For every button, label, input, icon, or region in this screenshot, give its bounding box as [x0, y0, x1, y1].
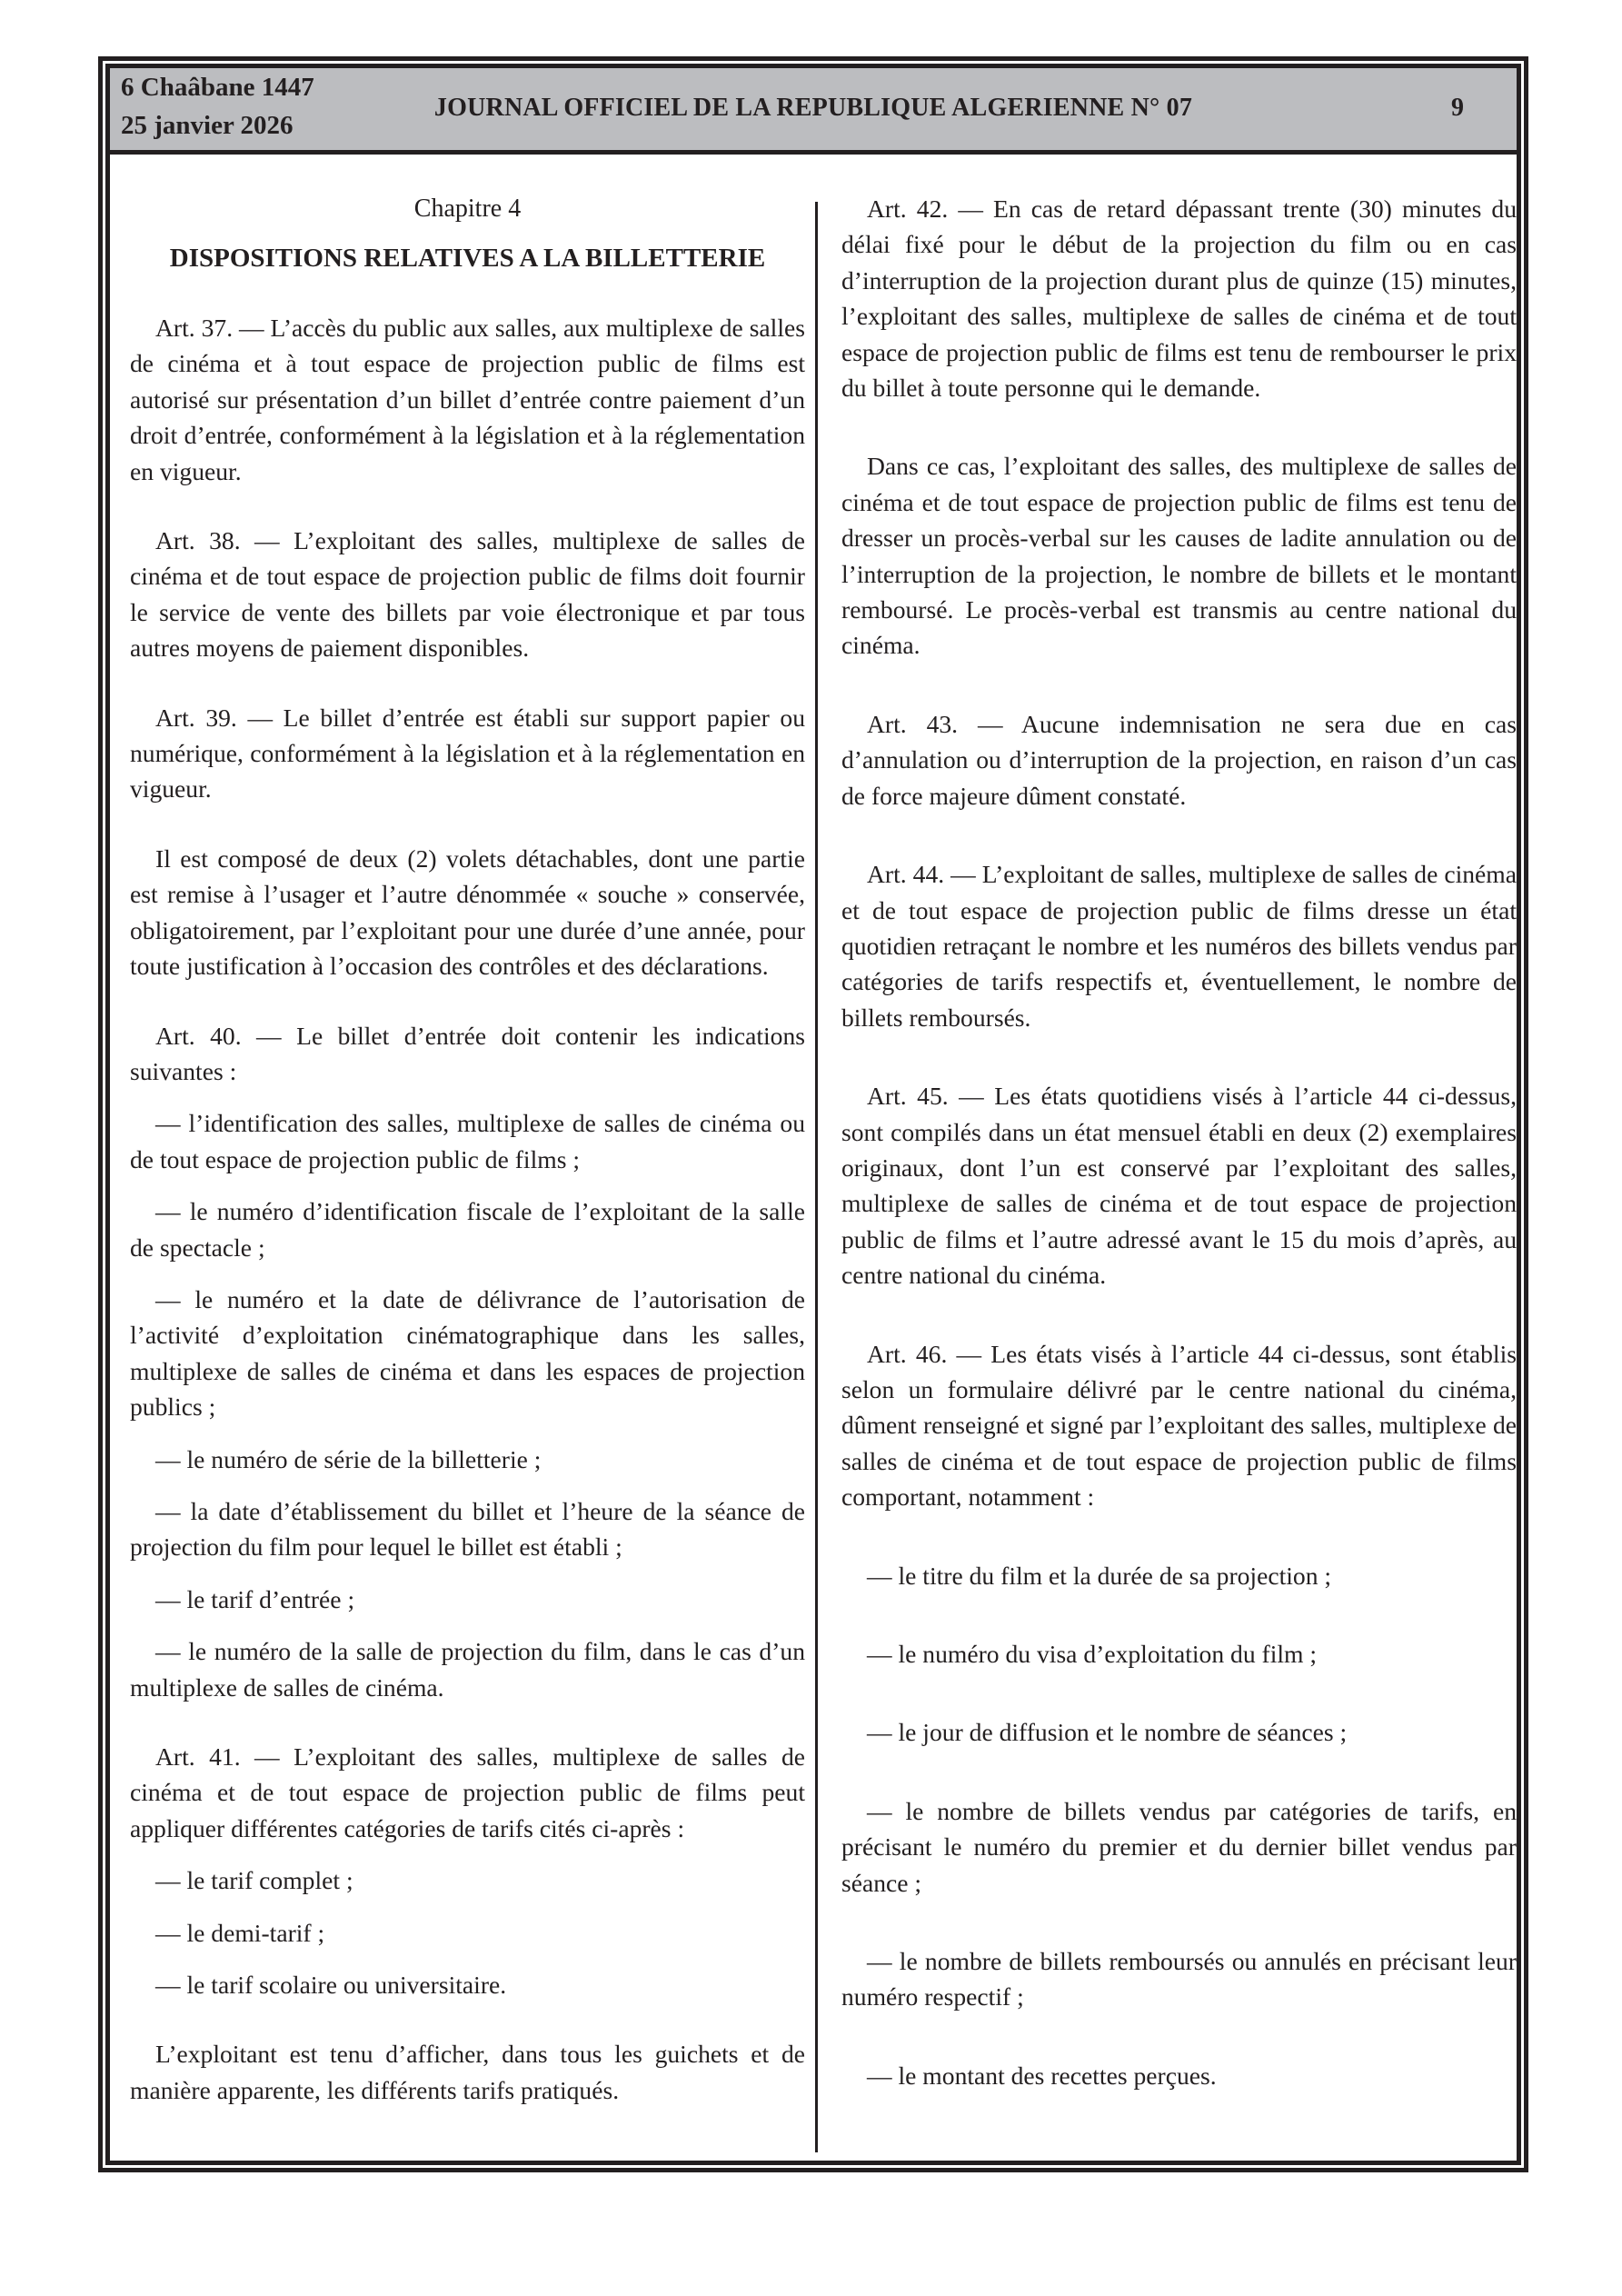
- article-41-closing: L’exploitant est tenu d’afficher, dans tous les guichets et de manière apparente, les différents tarifs pratiqués.: [130, 2040, 805, 2104]
- list-item: — le numéro et la date de délivrance de l’autorisation de l’activité d’exploitation cinématographique dans les salles, multiplexe de salles de cinéma et dans les espaces de projection publics ;: [130, 1284, 805, 1422]
- article-39-paragraph-2: Il est composé de deux (2) volets détachables, dont une partie est remise à l’usager et l’autre dénommée « souche » conservée, obligatoirement, par l’exploitant pour une durée d’une année, pour toute justification à l’occasion des contrôles et des déclarations.: [130, 844, 805, 981]
- journal-title: JOURNAL OFFICIEL DE LA REPUBLIQUE ALGERIENNE N° 07: [433, 94, 1193, 122]
- article-38: Art. 38. — L’exploitant des salles, multiplexe de salles de cinéma et de tout espace de projection public de films doit fournir le service de vente des billets par voie électronique et par tous autres moyens de paiement disponibles.: [130, 526, 805, 663]
- right-column: [841, 191, 1517, 2093]
- article-46: Art. 46. — Les états visés à l’article 44 ci-dessus, sont établis selon un formulaire délivré par le centre national du cinéma, dûment renseigné et signé par l’exploitant des salles, multiplexe de salles de cinéma et de tout espace de projection public de films comportant, notamment :: [841, 1339, 1517, 1512]
- list-item: — le montant des recettes perçues.: [867, 2061, 1217, 2090]
- list-item: — le nombre de billets remboursés ou annulés en précisant leur numéro respectif ;: [841, 1947, 1517, 2011]
- hijri-date: 6 Chaâbane 1447: [121, 73, 314, 102]
- chapter-label: Chapitre 4: [413, 195, 522, 223]
- list-item: — la date d’établissement du billet et l’heure de la séance de projection du film pour lequel le billet est établi ;: [130, 1496, 805, 1562]
- list-item: — le titre du film et la durée de sa projection ;: [867, 1561, 1332, 1590]
- list-item: — le tarif complet ;: [155, 1866, 353, 1895]
- article-45: Art. 45. — Les états quotidiens visés à l’article 44 ci-dessus, sont compilés dans un état mensuel établi en deux (2) exemplaires originaux, dont l’un est conservé par l’exploitant des salles, multiplexe de salles de cinéma et de tout espace de projection public de films et l’autre adressé avant le 15 du mois d’après, au centre national du cinéma.: [841, 1082, 1517, 1290]
- list-item: — le tarif d’entrée ;: [155, 1584, 355, 1613]
- list-item: — le numéro d’identification fiscale de l’exploitant de la salle de spectacle ;: [130, 1197, 805, 1262]
- list-item: — le jour de diffusion et le nombre de séances ;: [867, 1718, 1348, 1747]
- column-divider: [815, 202, 818, 2152]
- article-41: Art. 41. — L’exploitant des salles, multiplexe de salles de cinéma et de tout espace de projection public de films peut appliquer différentes catégories de tarifs cités ci-après :: [130, 1742, 805, 1842]
- left-column: [130, 191, 805, 2108]
- article-42: Art. 42. — En cas de retard dépassant trente (30) minutes du délai fixé pour le début de la projection du film ou en cas d’interruption de la projection durant plus de quinze (15) minutes, l’exploitant des salles, multiplexe de salles de cinéma et de tout espace de projection public de films est tenu de rembourser le prix du billet à toute personne qui le demande.: [841, 195, 1517, 403]
- page-number: 9: [1451, 94, 1464, 122]
- page-header: [110, 68, 1517, 155]
- article-40: Art. 40. — Le billet d’entrée doit contenir les indications suivantes :: [130, 1021, 805, 1085]
- list-item: — le nombre de billets vendus par catégories de tarifs, en précisant le numéro du premier et du dernier billet vendus par séance ;: [841, 1796, 1517, 1897]
- list-item: — le numéro du visa d’exploitation du film ;: [867, 1640, 1318, 1668]
- article-37: Art. 37. — L’accès du public aux salles, aux multiplexe de salles de cinéma et à tout espace de projection public de films est autorisé sur présentation d’un billet d’entrée contre paiement d’un droit d’entrée, conformément à la législation et à la réglementation en vigueur.: [130, 314, 805, 485]
- list-item: — le tarif scolaire ou universitaire.: [155, 1971, 507, 2000]
- gregorian-date: 25 janvier 2026: [121, 111, 294, 140]
- list-item: — le numéro de la salle de projection du film, dans le cas d’un multiplexe de salles de cinéma.: [130, 1637, 805, 1702]
- article-43: Art. 43. — Aucune indemnisation ne sera due en cas d’annulation ou d’interruption de la projection, en raison d’un cas de force majeure dûment constaté.: [841, 709, 1517, 810]
- article-39: Art. 39. — Le billet d’entrée est établi sur support papier ou numérique, conformément à la législation et à la réglementation en vigueur.: [130, 703, 805, 804]
- chapter-title: DISPOSITIONS RELATIVES A LA BILLETTERIE: [169, 244, 766, 273]
- article-44: Art. 44. — L’exploitant de salles, multiplexe de salles de cinéma et de tout espace de projection public de films dresse un état quotidien retraçant le nombre et les numéros des billets vendus par catégories de tarifs respectifs et, éventuellement, le nombre de billets remboursés.: [841, 860, 1517, 1032]
- list-item: — l’identification des salles, multiplexe de salles de cinéma ou de tout espace de projection public de films ;: [130, 1109, 805, 1173]
- list-item: — le numéro de série de la billetterie ;: [155, 1444, 542, 1473]
- article-42-paragraph-2: Dans ce cas, l’exploitant des salles, des multiplexe de salles de cinéma et de tout espace de projection public de films est tenu de dresser un procès-verbal sur les causes de ladite annulation ou de l’interruption de la projection, le nombre de billets et le montant remboursé. Le procès-verbal est transmis au centre national du cinéma.: [841, 452, 1517, 660]
- list-item: — le demi-tarif ;: [155, 1918, 325, 1947]
